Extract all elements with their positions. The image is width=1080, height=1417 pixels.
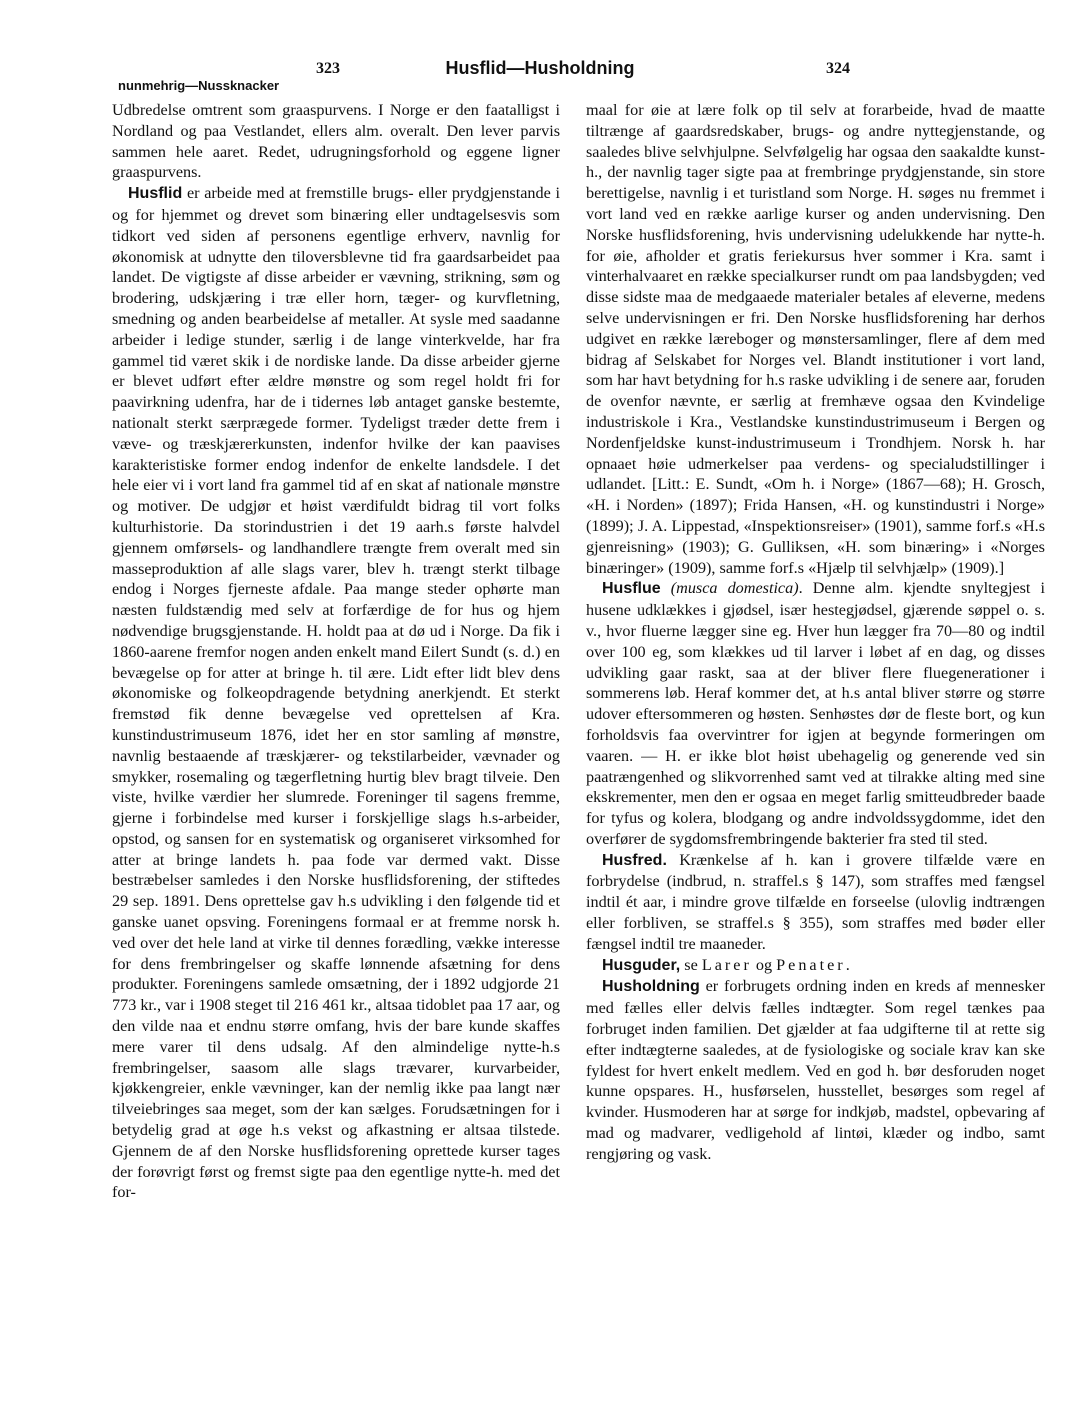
entry-husguder: Husguder, se Larer og Penater. bbox=[602, 955, 850, 974]
entry-husflid bbox=[112, 183, 560, 1203]
guide-word: nunmehrig—Nussknacker bbox=[118, 78, 280, 93]
entry-husholdning bbox=[586, 976, 1045, 1164]
entry-text: Krænkelse af h. kan i grovere tilfælde være en forbrydelse (indbrud, n. straffel.s § 147), som straffes med fængsel indtil ét aar, i mindre grove tilfælde en forseelse (ulovlig indtrængen eller forbliven, se straffel.s § 355), som straffes med bøder eller fængsel indtil tre maaneder. bbox=[586, 850, 1045, 953]
headword: Husflid bbox=[128, 185, 183, 203]
continued-text: maal for øie at lære folk op til selv at forarbeide, hvad de maatte tiltrænge af gaardsredskaber, brugs- og andre nyttegjenstande, og saaledes blive selvhjulpne. Selvfølgelig har ogsaa den saakaldte kunst-h., der navnlig tager sigte paa at frembringe prydgjenstande, sin store berettigelse, navnlig i et turistland som Norge. H. søges nu fremmet i vort land ved en række aarlige kurser og anden undervisning. Den Norske husflidsforening, hvis undervisning udelukkende har nytte-h. for øie, afholder et gratis feriekursus hver sommer i Kra. samt i vinterhalvaaret en række specialkurser rundt om paa landsbygden; ved disse sidste maa de medgaaede materialer betales af eleverne, medens selve undervisningen er fri. Den Norske husflidsforening har derhos udgivet en række læreboger og mønstersamlinger, flere af dem med bidrag af Selskabet for Norges vel. Blandt institutioner i vort land, som har havt betydning for h.s raske udvikling i de senere aar, foruden de ovenfor nævnte, er særlig at fremhæve ogsaa den Kvindelige industriskole i Kra., Vestlandske kunstindustrimuseum i Bergen og Nordenfjeldske kunst-industrimuseum i Trondhjem. Norsk h. har opnaaet høie udmerkelser paa verdens- og specialudstillinger i udlandet. [Litt.: E. Sundt, «Om h. i Norge» (1867—68); H. Grosch, «H. i Norden» (1897); Frida Hansen, «H. og kunstindustri i Norge» (1899); J. A. Lippestad, «Inspektionsreiser» (1901), samme forf.s «H.s gjenreisning» (1903); G. Gulliksen, «H. som binæring» i «Norges binæringer» (1909), samme forf.s «Hjælp til selvhjælp» (1909).] bbox=[586, 101, 1045, 577]
entry-text: er arbeide med at fremstille brugs- eller prydgjenstande i og for hjemmet og drevet som binæring eller undtagelsesvis som tidkort ved siden af personens egentlige erhverv, navnlig for økonomisk at udnytte den tiloversblevne tid fra gaardsarbeidet paa landet. De vigtigste af disse arbeider er vævning, strikning, søm og brodering, udskjæring i træ eller horn, tæger- og kurvfletning, smedning og anden bearbeidelse af metaller. At sysle med saadanne arbeider i ledige stunder, særlig i de lange vinterkvelde, har fra gammel tid været skik i de nordiske lande. Da disse arbeider gjerne er blevet udført efter ældre mønstre og som regel holdt fri for paavirkning udenfra, har de i tidernes løb antaget ganske bestemte, nationalt sterkt særprægede former. Tydeligst træder dette frem i væve- og træskjærerkunsten, indenfor hvilke der kan paavises karakteristiske former endog indenfor de enkelte landsdele. I det hele eier vi i vort land fra gammel tid af en skat af nationale mønstre og motiver. De udgjør et høist værdifuldt bidrag til vort folks kulturhistorie. Da storindustrien i det 19 aarh.s første halvdel gjennem omførsels- og landhandlere trængte frem overalt med sin masseproduktion af alle slags varer, blev h. trængt sterkt tilbage endog i Norges fjerneste afdale. Paa mange steder ophørte man næsten fuldstændig med selv at forfærdige de for hus og hjem nødvendige brugsgjenstande. H. holdt paa at dø ud i Norge. Da fik i 1860-aarene fremfor nogen anden enkelt mand Eilert Sundt (s. d.) en bevægelse op for atter at bringe h. til ære. Lidt efter lidt blev dens økonomiske og folkeopdragende betydning anerkjendt. Et sterkt fremstød fik denne bevægelse ved oprettelsen af Kra. kunstindustrimuseum 1876, idet her en stor samling af mønstre, navnlig bestaaende af træskjærer- og tekstilarbeider, vævnader og smykker, rosemaling og tægerfletning hurtig blev bragt tilveie. Den viste, hvilke værdier her slumrede. Foreninger til sagens fremme, gjerne i forbindelse med kurser i forskjellige slags h.s-arbeider, opstod, og sansen for en systematisk og organiseret virksomhed for atter at bringe landets h. paa fode var dermed vakt. Disse bestræbelser samledes i den Norske husflidsforening, der stiftedes 29 sep. 1891. Dens oprettelse gav h.s udvikling i den følgende tid et ganske uanet opsving. Foreningens formaal er at fremme norsk h. ved over det hele land at virke til dennes forædling, vække interesse for dens frembringelser og skaffe lønnende afsætning for dens produkter. Foreningens samlede omsætning, der i 1892 udgjorde 21 773 kr., var i 1908 steget til 216 461 kr., altsaa tidoblet paa 17 aar, og den vilde naa et endnu større omfang, hvis der bare kunde skaffes mere varer til dens udsalg. Af den almindelige nytte-h.s frembringelser, saasom alle slags trævarer, kurvarbeider, kjøkkengreier, enkle vævninger, kan der nemlig ikke paa langt nær tilveiebringes saa meget, som der kan sælges. Forudsætningen for i betydelig grad at øge h.s vekst og afkastning er altsaa tilstede. Gjennem de af den Norske husflidsforening oprettede kurser tages der forøvrigt først og fremst sigte paa den egentlige nytte-h. med det for- bbox=[112, 184, 561, 1202]
right-column bbox=[586, 100, 1045, 1165]
headword: Husfred. bbox=[602, 851, 667, 869]
cross-reference[interactable]: Penater bbox=[776, 955, 846, 974]
page-number-right: 324 bbox=[826, 60, 850, 77]
headword: Husflue bbox=[602, 580, 661, 598]
entry-text: er forbrugets ordning inden en kreds af mennesker med fælles eller delvis fælles indtægter. Som regel tænkes paa forbruget inden familien. Det gjælder at faa udgifterne til at rette sig efter indtægterne saaledes, at de fysiologiske og sociale krav kan ske fyldest for hvert enkelt medlem. Ved en god h. bør desforuden noget kunne opspares. H., husførselen, husstellet, besørges som regel af kvinder. Husmoderen har at sørge for indkjøb, madstel, opbevaring af mad og madvarer, vedligehold af lintøi, klæder og indbo, samt rengjøring og vask. bbox=[586, 977, 1045, 1163]
entry-husfred bbox=[586, 850, 1045, 955]
cross-reference[interactable]: Larer bbox=[701, 955, 752, 974]
left-column bbox=[112, 100, 560, 1203]
entry-text: . Denne alm. kjendte snyltegjest i husene udklækkes i gjødsel, især hestegjødsel, gjærende søppel o. s. v., hvor fluerne lægger sine eg. Hver hun lægger fra 70—80 og indtil over 100 eg, som klækkes ud til larver i løbet af en dag, og disses udvikling gaar raskt, saa at der bliver flere fluegenerationer i sommerens løb. Heraf kommer det, at h.s antal bliver større og større udover eftersommeren og høsten. Senhøstes dør de fleste bort, og kun forholdsvis faa overvintrer for igjen at begynde formeringen om vaaren. — H. er ikke blot høist ubehagelig og generende ved sin paatrængenhed og slikvorrenhed samt ved at tilrakke alting med sine ekskrementer, men den er ogsaa en meget farlig smitteudbreder baade for tyfus og kolera, blodgang og andre indvoldssygdomme, idet den overfører de sygdomsfrembringende bakterier fra sted til sted. bbox=[586, 579, 1045, 848]
headword: Husholdning bbox=[602, 978, 700, 996]
headword: Husguder, bbox=[602, 956, 681, 974]
latin-name: (musca domestica) bbox=[670, 579, 799, 598]
running-title: Husflid—Husholdning bbox=[445, 58, 635, 78]
page-number-left: 323 bbox=[316, 60, 340, 77]
entry-husflue bbox=[586, 578, 1045, 849]
continued-text: Udbredelse omtrent som graaspurvens. I Norge er den faatalligst i Nordland og paa Vestlandet, ellers alm. overalt. Den lever parvis sammen hele aaret. Redet, udrugningsforhold og eggene ligner graaspurvens. bbox=[112, 101, 560, 182]
